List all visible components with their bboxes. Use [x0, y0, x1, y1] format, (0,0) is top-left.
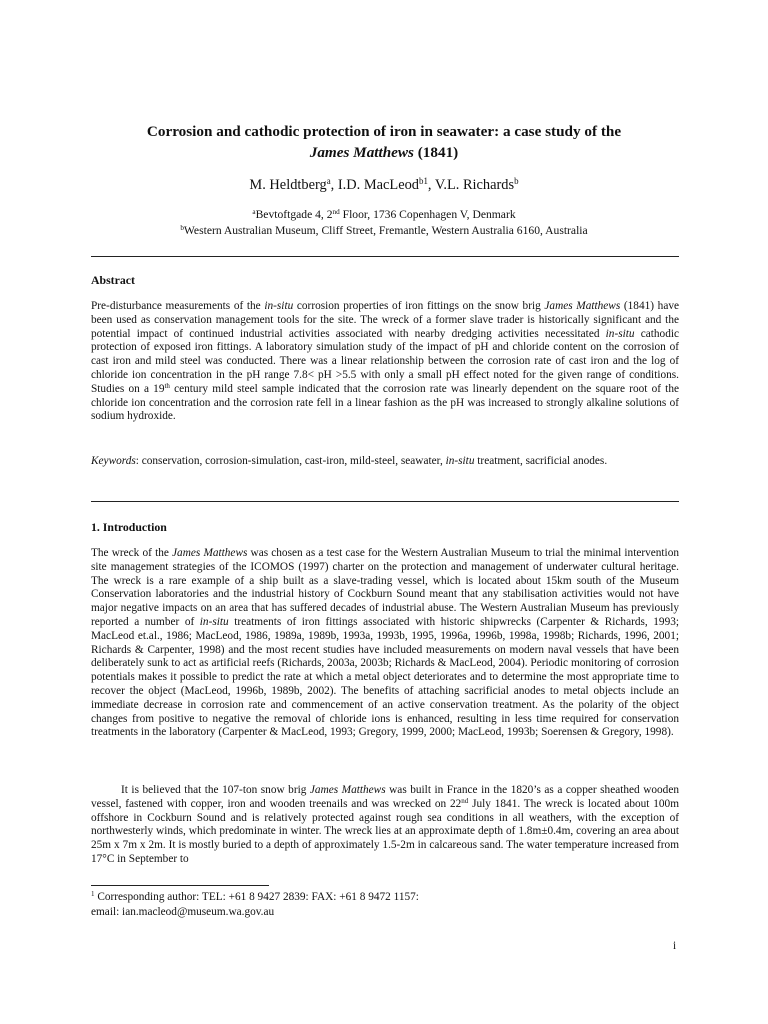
- abstract-text: century mild steel sample indicated that the corrosion rate was linearly dependent on the square root of the chloride ion concentration and the corrosion rate fell in a linear fashion as the pH was increased to strongly alkaline solutions of sodium hydroxide.: [91, 382, 679, 423]
- intro-italic: in-situ: [199, 615, 229, 628]
- author-separator: ,: [427, 177, 435, 193]
- intro-ship-name: James Matthews: [172, 547, 248, 559]
- footnote-line-1: [91, 890, 679, 905]
- divider-top: [91, 256, 679, 257]
- affiliation-a-mark: a: [252, 208, 256, 217]
- footnote-email: email: ian.macleod@museum.wa.gov.au: [91, 906, 275, 918]
- divider-bottom: [91, 501, 679, 502]
- intro-text: was chosen as a test case for the Western Australian Museum to trial the minimal intervention site management strategies of the ICOMOS (1997) charter on the protection and management of underwater cultural heritage. The wreck is a rare example of a ship built as a slave-trading vessel, which is located about 15km south of the Museum Conservation laboratories and the industrial history of Cockburn Sound meant that any stabilisation activities would not have major negative impacts on an area that has suffered decades of industrial abuse. The Western Australian Museum has previously reported a number of: [91, 547, 679, 628]
- affiliation-a: [80, 207, 688, 223]
- keywords-text: treatment, sacrificial anodes.: [474, 455, 608, 467]
- affiliation-b: [80, 223, 688, 239]
- abstract-italic: in-situ: [264, 300, 294, 312]
- intro-text: treatments of iron fittings associated with historic shipwrecks (Carpenter & Richards, 1993; MacLeod et.al., 1986; MacLeod, 1986, 1989a, 1989b, 1993a, 1993b, 1995, 1996a, 1996b, 1998a, 1998b; Richards, 1996, 2001; Richards & Carpenter, 1998) and the most recent studies have included measurements on modern naval vessels that have been deliberately sunk to act as artificial reefs (Richards, 2003a, 2003b; Richards & MacLeod, 2004). Periodic monitoring of corrosion potentials makes it possible to predict the rate at which a metal object deteriorates and to determine the most appropriate time to recover the object (MacLeod, 1996b, 1989b, 2002). The benefits of attaching sacrificial anodes to metal objects include an immediate decrease in corrosion rate and commencement of an active conservation treatment. As the polarity of the object changes from positive to negative the removal of chloride ions is enhanced, resulting in less time required for conservation treatments in the laboratory (Carpenter & MacLeod, 1993; Gregory, 1999, 2000; MacLeod, 1993b; Soerensen & Gregory, 1998).: [91, 615, 680, 739]
- title-ship-name: James Matthews: [309, 144, 414, 161]
- intro-ordinal: nd: [461, 796, 469, 805]
- keywords-italic: in-situ: [445, 455, 475, 467]
- footnote-divider: [91, 885, 269, 886]
- affiliation-a-text: Bevtoftgade 4, 2: [255, 208, 333, 221]
- abstract-body: [91, 300, 679, 424]
- intro-ship-name: James Matthews: [309, 784, 386, 796]
- footnote: [91, 890, 679, 920]
- author-2: I.D. MacLeod: [337, 177, 419, 193]
- introduction-paragraph-2: [91, 784, 679, 867]
- abstract-ship-name: James Matthews: [544, 300, 621, 312]
- footnote-contact: Corresponding author: TEL: +61 8 9427 2839: FAX: +61 8 9472 1157:: [94, 891, 419, 903]
- title-line-2: [80, 142, 688, 163]
- affiliation-a-text-end: Floor, 1736 Copenhagen V, Denmark: [339, 208, 516, 221]
- keywords: [91, 455, 679, 469]
- intro-text: The wreck of the: [91, 547, 173, 559]
- author-1: M. Heldtberg: [249, 177, 327, 193]
- keywords-label: Keywords: [91, 455, 136, 467]
- paper-title: [80, 121, 688, 163]
- affiliation-a-ordinal: nd: [332, 208, 340, 217]
- abstract-italic: in-situ: [605, 327, 635, 340]
- footnote-mark: 1: [91, 890, 95, 899]
- intro-text: July 1841. The wreck is located about 100m offshore in Cockburn Sound and is relatively protected against rough sea conditions in all weathers, with the exception of northwesterly winds, which predominate in winter. The wreck lies at an approximate depth of 1.8m±0.4m, covering an area about 25m x 7m x 2m. It is mostly buried to a depth of approximately 1.5-2m in calcareous sand. The water temperature increased from 17°C in September to: [91, 797, 679, 865]
- abstract-text: Pre-disturbance measurements of the: [91, 300, 265, 312]
- abstract-text: (1841) have been used as conservation management tools for the site. The wreck of a former slave trader is historically significant and the potential impact of continued industrial activities associated with nearby dredging activities necessitated: [91, 300, 679, 340]
- affiliation-b-mark: b: [180, 224, 184, 233]
- affiliation-b-text: Western Australian Museum, Cliff Street, Fremantle, Western Australia 6160, Australia: [183, 224, 588, 237]
- affiliations: [80, 207, 688, 239]
- author-1-affil: a: [326, 176, 331, 187]
- introduction-heading: 1. Introduction: [91, 520, 167, 534]
- author-2-affil: b1: [418, 176, 428, 187]
- intro-text: was built in France in the 1820’s as a copper sheathed wooden vessel, fastened with copper, iron and wooden treenails and was wrecked on 22: [91, 784, 679, 810]
- author-3: V.L. Richards: [434, 177, 515, 193]
- title-year: (1841): [413, 144, 459, 161]
- author-3-affil: b: [514, 176, 519, 187]
- author-list: [80, 176, 688, 194]
- introduction-paragraph-1: [91, 547, 679, 740]
- page-number: i: [673, 940, 677, 952]
- abstract-text: cathodic protection of exposed iron fittings. A laboratory simulation study of the impact of pH and chloride content on the corrosion of cast iron and mild steel was conducted. There was a linear relationship between the corrosion rate of cast iron and the log of chloride ion concentration in the pH range 7.8< pH >5.5 with only a small pH effect noted for the given range of conditions. Studies on a 19: [91, 327, 679, 395]
- abstract-heading: Abstract: [91, 273, 135, 287]
- keywords-text: : conservation, corrosion-simulation, cast-iron, mild-steel, seawater,: [135, 455, 446, 467]
- title-line-1: Corrosion and cathodic protection of iron in seawater: a case study of the: [146, 123, 622, 140]
- abstract-text: corrosion properties of iron fittings on the snow brig: [293, 300, 545, 312]
- author-separator: ,: [330, 177, 338, 193]
- abstract-ordinal: th: [164, 381, 170, 390]
- intro-text: It is believed that the 107-ton snow brig: [121, 784, 310, 796]
